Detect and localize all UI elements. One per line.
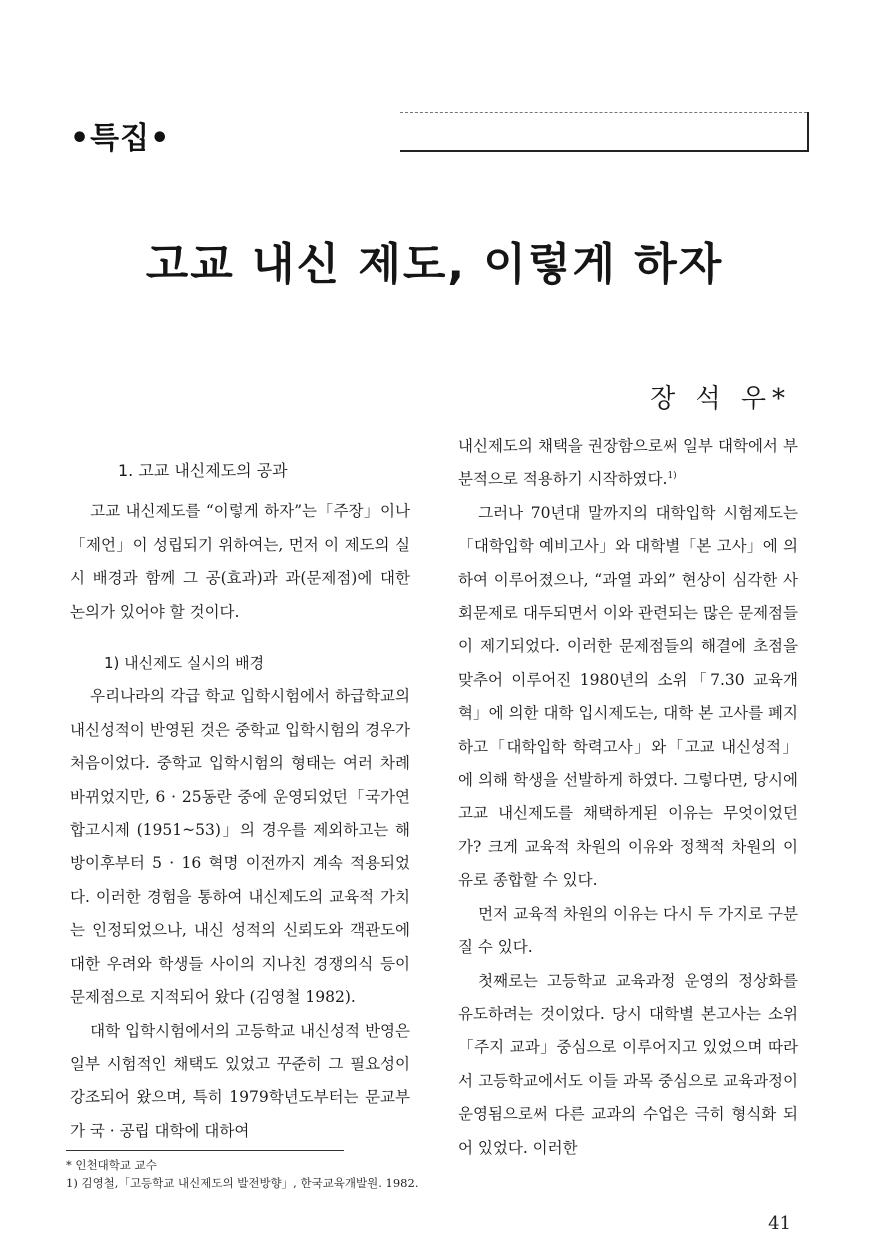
left-column [70,430,410,1148]
article-title: 고교 내신 제도, 이렇게 하자 [145,239,724,290]
body-paragraph: 우리나라의 각급 학교 입학시험에서 하급학교의 내신성적이 반영된 것은 중학교 입학시험의 경우가 처음이었다. 중학교 입학시험의 형태는 여러 차례 바뀌었지만, 6 · 25동란 중에 운영되었던「국가연합고시제 (1951~53)」의 경우를 제외하고는 해방이후부터 5 · 16 혁명 이전까지 계속 적용되었다. 이러한 경험을 통하여 내신제도의 교육적 가치는 인정되었으나, 내신 성적의 신뢰도와 객관도에 대한 우려와 학생들 사이의 지나친 경쟁의식 등이 문제점으로 지적되어 왔다 (김영철 1982). [70,687,410,1007]
header-frame [400,112,809,152]
page-number: 41 [768,1213,791,1234]
continued-paragraph [458,430,798,497]
intro-paragraph: 고교 내신제도를 “이렇게 하자”는「주장」이나「제언」이 성립되기 위하여는, 먼저 이 제도의 실시 배경과 함께 그 공(효과)과 과(문제점)에 대한 논의가 있어야 할 것이다. [70,502,410,621]
body-paragraph: 그러나 70년대 말까지의 대학입학 시험제도는「대학입학 예비고사」와 대학별「본 고사」에 의하여 이루어졌으나, “과열 과외” 현상이 심각한 사회문제로 대두되면서 이와 관련되는 많은 문제점들이 제기되었다. 이러한 문제점들의 해결에 초점을 맞추어 이루어진 1980년의 소위「7.30 교육개혁」에 의한 대학 입시제도는, 대학 본 고사를 폐지하고「대학입학 학력고사」와「고교 내신성적」에 의해 학생을 선발하게 하였다. 그렇다면, 당시에 고교 내신제도를 채택하게된 이유는 무엇이었던가? 크게 교육적 차원의 이유와 정책적 차원의 이유로 종합할 수 있다. [458,503,798,890]
section-heading: 1. 고교 내신제도의 공과 [118,461,288,480]
subsection-heading: 1) 내신제도 실시의 배경 [104,654,265,673]
body-paragraph: 첫째로는 고등학교 교육과정 운영의 정상화를 유도하려는 것이었다. 당시 대학별 본고사는 소위「주지 교과」중심으로 이루어지고 있었으며 따라서 고등학교에서도 이들 과목 중심으로 교육과정이 운영됨으로써 다른 교과의 수업은 극히 형식화 되어 있었다. 이러한 [458,971,798,1157]
footnote-divider [66,1150,344,1151]
footnote-reference-1: 1) 김영철,「고등학교 내신제도의 발전방향」, 한국교육개발원. 1982. [66,1176,419,1190]
footnote-reference: 1) [667,471,677,482]
body-paragraph: 대학 입학시험에서의 고등학교 내신성적 반영은 일부 시험적인 채택도 있었고 꾸준히 그 필요성이 강조되어 왔으며, 특히 1979학년도부터는 문교부가 국 · 공립 대학에 대하여 [70,1021,410,1140]
body-paragraph: 먼저 교육적 차원의 이유는 다시 두 가지로 구분질 수 있다. [458,904,798,957]
section-label: •특집• [70,121,171,156]
right-column [458,430,798,1165]
author-name: 장 석 우* [650,384,791,414]
footnotes [66,1156,666,1192]
continued-paragraph-text: 내신제도의 채택을 권장함으로써 일부 대학에서 부분적으로 적용하기 시작하였다. [458,437,798,489]
spacer [70,629,410,647]
footnote-author-affiliation: * 인천대학교 교수 [66,1158,157,1172]
